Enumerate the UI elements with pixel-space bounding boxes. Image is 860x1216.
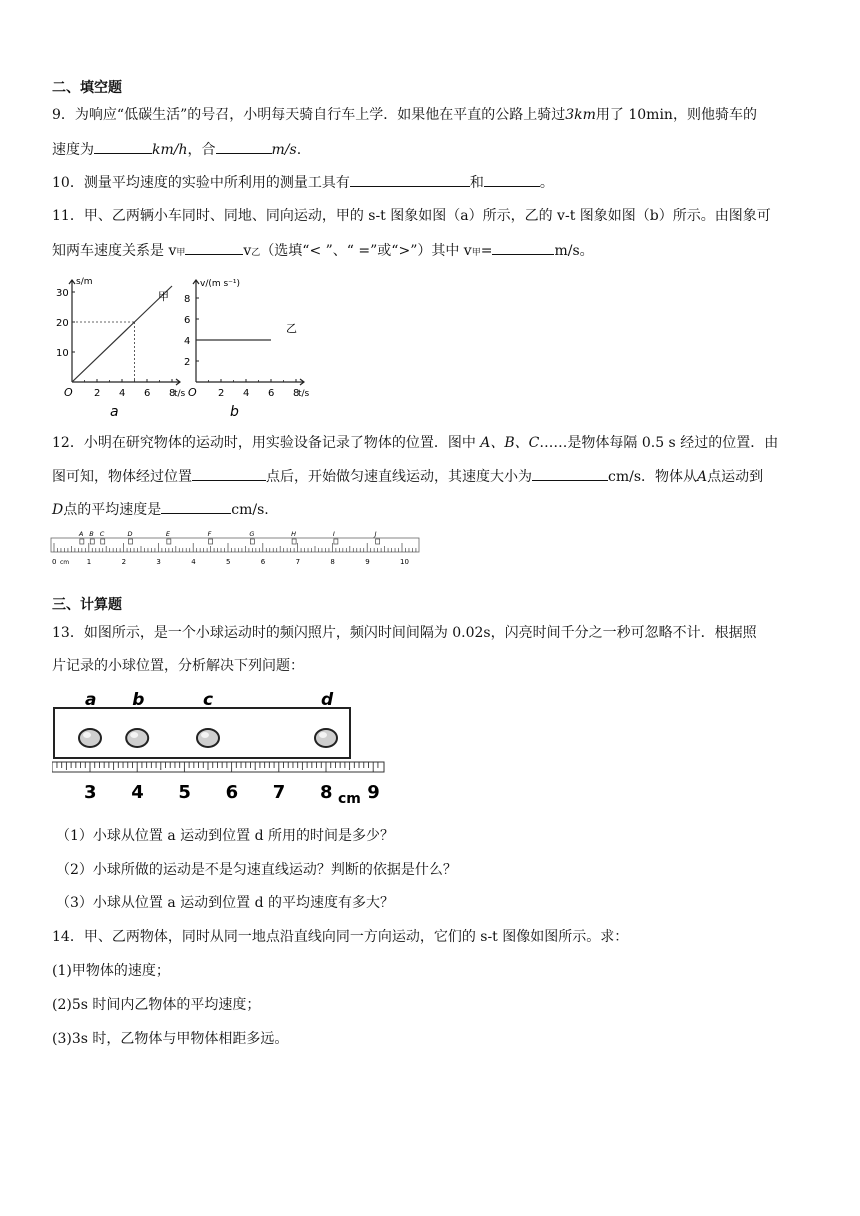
graph-b-v-t (178, 272, 318, 420)
graph-a-series-label: 甲 (158, 290, 169, 303)
graph-b-xlabel: t/s (298, 389, 310, 399)
answer-blank[interactable] (94, 139, 152, 154)
graph-a-origin: O (64, 386, 73, 399)
ruler-number: 9 (367, 782, 380, 803)
y-tick-label: 20 (56, 318, 69, 329)
series-jia-line (72, 286, 172, 382)
position-marker (376, 539, 380, 544)
x-tick-label: 2 (218, 388, 225, 399)
ruler-number: 4 (191, 558, 196, 566)
position-label: D (127, 530, 133, 538)
answer-blank[interactable] (492, 240, 554, 255)
ruler-number: 8 (320, 782, 333, 803)
question-14-part-2: (2)5s 时间内乙物体的平均速度； (52, 997, 261, 1013)
ruler-number: 7 (295, 558, 301, 566)
y-tick-label: 10 (56, 348, 69, 359)
question-13-part-3: （3）小球从位置 a 运动到位置 d 的平均速度有多大？ (56, 895, 395, 911)
position-marker (209, 539, 213, 544)
question-13-part-1: （1）小球从位置 a 运动到位置 d 所用的时间是多少？ (56, 828, 395, 844)
position-marker (129, 539, 133, 544)
ruler-number: 8 (330, 558, 335, 566)
strobe-photo-figure (52, 690, 386, 810)
position-marker (167, 539, 171, 544)
ball (197, 729, 219, 747)
y-tick-label: 6 (184, 315, 191, 326)
answer-blank[interactable] (350, 172, 470, 187)
question-12-line-2: 图可知，物体经过位置 点后，开始做匀速直线运动，其速度大小为 cm/s．物体从A点运动到 (52, 466, 763, 487)
graph-b-caption: b (230, 404, 239, 420)
question-12-line-1: 12．小明在研究物体的运动时，用实验设备记录了物体的位置．图中 A、B、C……是物体每隔 0.5 s 经过的位置．由 (52, 435, 779, 451)
question-13-line-1: 13．如图所示，是一个小球运动时的频闪照片，频闪时间间隔为 0.02s，闪亮时间千分之一秒可忽略不计．根据照 (52, 625, 757, 641)
ball-label: a (85, 690, 97, 710)
graph-b-origin: O (188, 386, 197, 399)
ball-label: c (203, 690, 214, 710)
y-tick-label: 30 (56, 288, 69, 299)
y-tick-label: 4 (184, 336, 191, 347)
position-label: E (165, 530, 170, 538)
ruler-figure-q12 (50, 528, 422, 570)
position-label: B (89, 530, 94, 538)
question-11-line-2: 知两车速度关系是 v甲 v乙（选填“< ”、“ =”或“>”）其中 v甲= m/s。 (52, 240, 594, 263)
question-12-line-3: D点的平均速度是 cm/s. (52, 499, 269, 520)
question-14-part-1: (1)甲物体的速度； (52, 963, 170, 979)
answer-blank[interactable] (192, 466, 266, 481)
question-9-line-1: 9．为响应“低碳生活”的号召，小明每天骑自行车上学．如果他在平直的公路上骑过3km用了 10min，则他骑车的 (52, 107, 757, 123)
ruler-number: 7 (272, 782, 286, 803)
ruler-number: 6 (225, 782, 239, 803)
ruler-number: 5 (178, 782, 191, 803)
graph-a-s-t (52, 272, 192, 420)
graph-b-series-label: 乙 (286, 322, 297, 335)
ball-highlight (201, 732, 209, 738)
ruler-number: 0 (52, 558, 57, 566)
answer-blank[interactable] (484, 172, 540, 187)
question-14-line-1: 14．甲、乙两物体，同时从同一地点沿直线向同一方向运动，它们的 s-t 图像如图所示。求： (52, 929, 629, 945)
ruler-number: 2 (121, 558, 127, 566)
question-14-part-3: (3)3s 时，乙物体与甲物体相距多远。 (52, 1031, 289, 1047)
position-marker (80, 539, 84, 544)
position-marker (101, 539, 105, 544)
graph-a-ylabel: s/m (76, 277, 93, 287)
graph-a-caption: a (110, 404, 119, 420)
position-label: I (332, 530, 335, 538)
ruler-number: 4 (131, 782, 144, 803)
x-tick-label: 6 (268, 388, 275, 399)
ball (79, 729, 101, 747)
question-11-line-1: 11．甲、乙两辆小车同时、同地、同向运动，甲的 s-t 图象如图（a）所示，乙的 v-t 图象如图（b）所示。由图象可 (52, 208, 771, 224)
position-label: J (374, 530, 377, 538)
ruler-number: 1 (86, 558, 92, 566)
ruler-number: 3 (84, 782, 97, 803)
position-label: C (99, 530, 105, 538)
x-tick-label: 8 (293, 388, 300, 399)
position-label: A (78, 530, 84, 538)
ruler-number: 10 (400, 558, 409, 566)
x-tick-label: 2 (94, 388, 101, 399)
x-tick-label: 8 (169, 388, 176, 399)
x-tick-label: 4 (243, 388, 250, 399)
x-tick-label: 6 (144, 388, 151, 399)
ruler-unit: cm (338, 791, 361, 807)
ball-label: b (132, 690, 145, 710)
answer-blank[interactable] (161, 499, 231, 514)
x-tick-label: 4 (119, 388, 126, 399)
answer-blank[interactable] (185, 240, 243, 255)
graph-b-ylabel: v/(m s⁻¹) (200, 279, 241, 289)
position-marker (334, 539, 338, 544)
position-marker (250, 539, 254, 544)
position-label: G (249, 530, 255, 538)
ball-highlight (83, 732, 91, 738)
ruler-number: 6 (260, 558, 266, 566)
ruler-number: 9 (365, 558, 370, 566)
question-13-part-2: （2）小球所做的运动是不是匀速直线运动？判断的依据是什么？ (56, 862, 457, 878)
ball-label: d (321, 690, 334, 710)
answer-blank[interactable] (216, 139, 272, 154)
question-10: 10．测量平均速度的实验中所利用的测量工具有 和 。 (52, 172, 554, 193)
position-label: F (207, 530, 212, 538)
y-tick-label: 2 (184, 357, 191, 368)
ball-highlight (319, 732, 327, 738)
graph-a-xlabel: t/s (174, 389, 186, 399)
section-title-calculation: 三、计算题 (52, 597, 122, 613)
ruler-number: 5 (226, 558, 231, 566)
position-label: H (291, 530, 297, 538)
question-9-line-2: 速度为 km/h，合 m/s. (52, 139, 301, 160)
section-title-fill-in: 二、填空题 (52, 80, 122, 96)
ruler-unit: cm (60, 559, 70, 566)
y-tick-label: 8 (184, 294, 191, 305)
question-13-line-2: 片记录的小球位置，分析解决下列问题： (52, 658, 304, 674)
ball-highlight (130, 732, 138, 738)
ball (315, 729, 337, 747)
position-marker (292, 539, 296, 544)
ball (126, 729, 148, 747)
answer-blank[interactable] (532, 466, 608, 481)
position-marker (90, 539, 94, 544)
ruler-number: 3 (156, 558, 161, 566)
